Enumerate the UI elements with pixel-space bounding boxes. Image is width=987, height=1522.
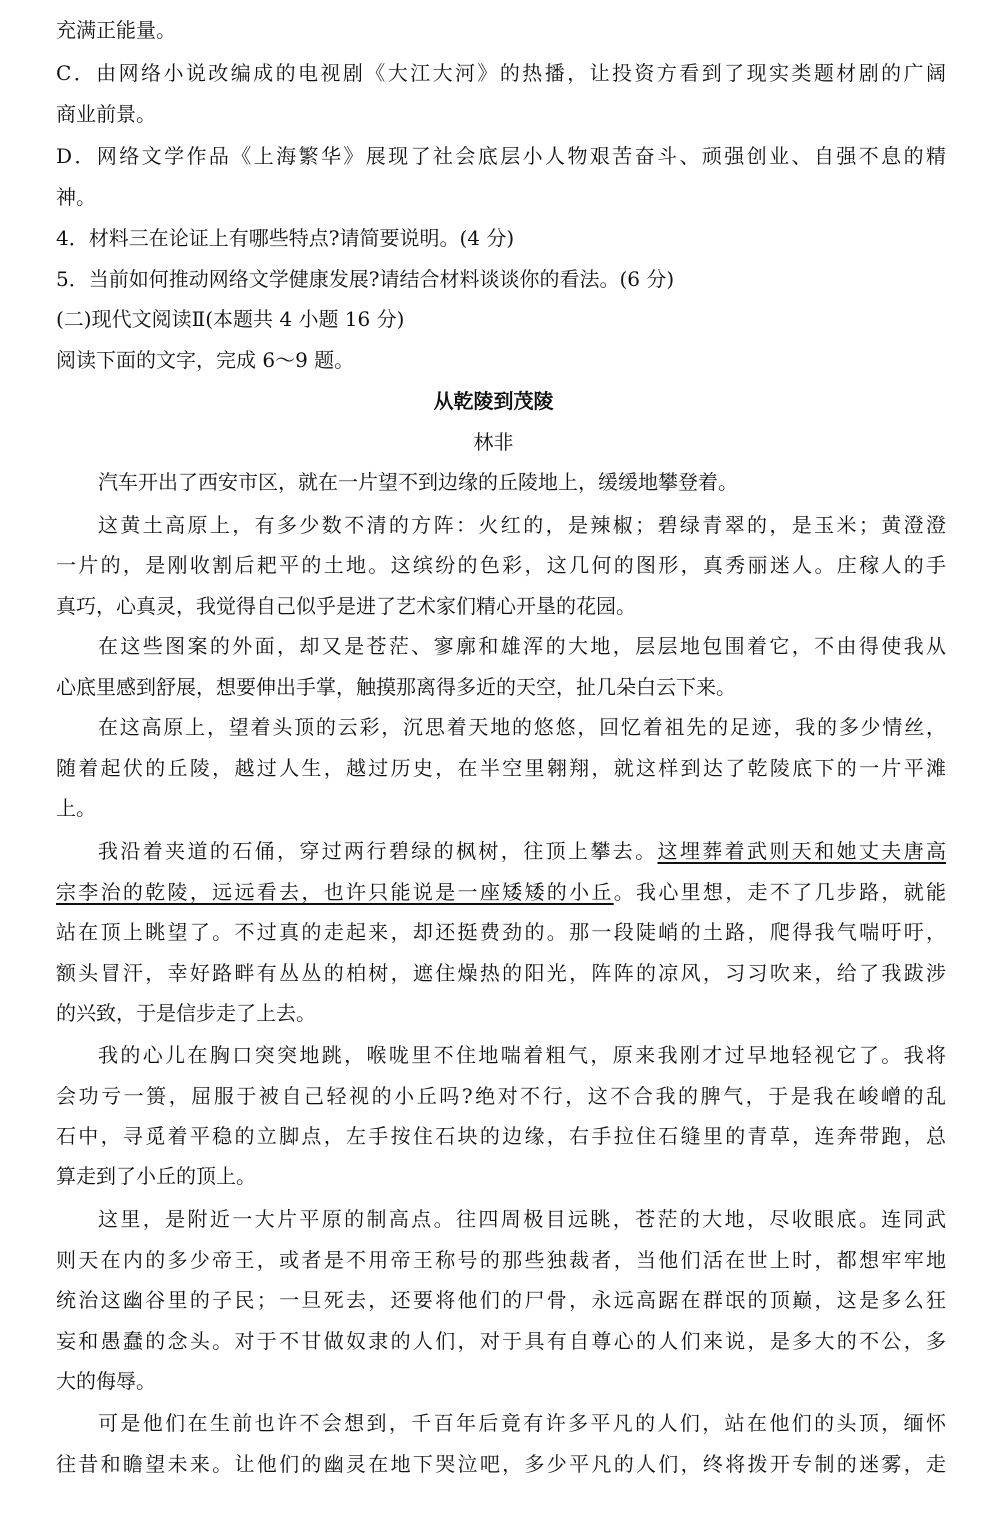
paragraph-1-line-1: 汽车开出了西安市区，就在一片望不到边缘的丘陵地上，缓缓地攀登着。 — [98, 470, 738, 494]
reading-instruction: 阅读下面的文字，完成 6～9 题。 — [56, 348, 355, 372]
section-heading: (二)现代文阅读Ⅱ(本题共 4 小题 16 分) — [56, 307, 405, 331]
paragraph-8-line-2: 往昔和瞻望未来。让他们的幽灵在地下哭泣吧，多少平凡的人们，终将拨开专制的迷雾，走 — [56, 1452, 946, 1476]
paragraph-5-line-4: 额头冒汗，幸好路畔有丛丛的柏树，遮住燥热的阳光，阵阵的凉风，习习吹来，给了我跋涉 — [56, 961, 946, 985]
paragraph-4-line-3: 上。 — [56, 796, 96, 820]
option-c-line-1: C．由网络小说改编成的电视剧《大江大河》的热播，让投资方看到了现实类题材剧的广阔 — [56, 61, 946, 85]
paragraph-6-line-4: 算走到了小丘的顶上。 — [56, 1164, 256, 1188]
paragraph-3-line-1: 在这些图案的外面，却又是苍茫、寥廓和雄浑的大地，层层地包围着它，不由得使我从 — [98, 634, 946, 658]
paragraph-7-line-2: 则天在内的多少帝王，或者是不用帝王称号的那些独裁者，当他们活在世上时，都想牢牢地 — [56, 1248, 946, 1272]
paragraph-4-line-1: 在这高原上，望着头顶的云彩，沉思着天地的悠悠，回忆着祖先的足迹，我的多少情丝， — [98, 715, 946, 739]
option-d-line-1: D．网络文学作品《上海繁华》展现了社会底层小人物艰苦奋斗、顽强创业、自强不息的精 — [56, 144, 946, 168]
paragraph-5-text: 。我心里想，走不了几步路，就能 — [613, 880, 947, 904]
paragraph-5-line-3: 站在顶上眺望了。不过真的走起来，却还挺费劲的。那一段陡峭的土路，爬得我气喘吁吁， — [56, 920, 946, 944]
paragraph-5-text: 我沿着夹道的石俑，穿过两行碧绿的枫树，往顶上攀去。 — [98, 839, 658, 863]
paragraph-6-line-3: 石中，寻觅着平稳的立脚点，左手按住石块的边缘，右手拉住石缝里的青草，连奔带跑，总 — [56, 1124, 946, 1148]
paragraph-6-line-1: 我的心儿在胸口突突地跳，喉咙里不住地喘着粗气，原来我刚才过早地轻视它了。我将 — [98, 1043, 946, 1067]
paragraph-5-line-5: 的兴致，于是信步走了上去。 — [56, 1001, 316, 1025]
paragraph-5-line-1 — [98, 838, 946, 864]
underlined-sentence-end: 宗李治的乾陵，远远看去，也许只能说是一座矮矮的小丘 — [56, 880, 614, 904]
paragraph-7-line-3: 统治这幽谷里的子民；一旦死去，还要将他们的尸骨，永远高踞在群氓的顶巅，这是多么狂 — [56, 1288, 946, 1312]
paragraph-2-line-2: 一片的，是刚收割后耙平的土地。这缤纷的色彩，这几何的图形，真秀丽迷人。庄稼人的手 — [56, 553, 946, 577]
option-d-line-2: 神。 — [56, 185, 96, 209]
paragraph-7-line-5: 大的侮辱。 — [56, 1369, 156, 1393]
option-c-line-2: 商业前景。 — [56, 102, 156, 126]
paragraph-8-line-1: 可是他们在生前也许不会想到，千百年后竟有许多平凡的人们，站在他们的头顶，缅怀 — [98, 1411, 946, 1435]
paragraph-5-line-2 — [56, 879, 946, 905]
paragraph-7-line-1: 这里，是附近一大片平原的制高点。往四周极目远眺，苍茫的大地，尽收眼底。连同武 — [98, 1207, 946, 1231]
paragraph-6-line-2: 会功亏一篑，屈服于被自己轻视的小丘吗?绝对不行，这不合我的脾气，于是我在峻嶒的乱 — [56, 1084, 946, 1108]
paragraph-7-line-4: 妄和愚蠢的念头。对于不甘做奴隶的人们，对于具有自尊心的人们来说，是多大的不公，多 — [56, 1329, 946, 1353]
paragraph-3-line-2: 心底里感到舒展，想要伸出手掌，触摸那离得多近的天空，扯几朵白云下来。 — [56, 675, 736, 699]
paragraph-2-line-3: 真巧，心真灵，我觉得自己似乎是进了艺术家们精心开垦的花园。 — [56, 594, 636, 618]
article-title: 从乾陵到茂陵 — [433, 389, 554, 413]
question-4: 4．材料三在论证上有哪些特点?请简要说明。(4 分) — [56, 226, 515, 250]
question-5: 5．当前如何推动网络文学健康发展?请结合材料谈谈你的看法。(6 分) — [56, 267, 675, 291]
article-author: 林非 — [473, 430, 514, 454]
underlined-sentence-start: 这埋葬着武则天和她丈夫唐高 — [657, 839, 947, 863]
paragraph-4-line-2: 随着起伏的丘陵，越过人生，越过历史，在半空里翱翔，就这样到达了乾陵底下的一片平滩 — [56, 756, 946, 780]
paragraph-2-line-1: 这黄土高原上，有多少数不清的方阵：火红的，是辣椒；碧绿青翠的，是玉米；黄澄澄 — [98, 513, 946, 537]
option-b-tail: 充满正能量。 — [56, 18, 176, 42]
